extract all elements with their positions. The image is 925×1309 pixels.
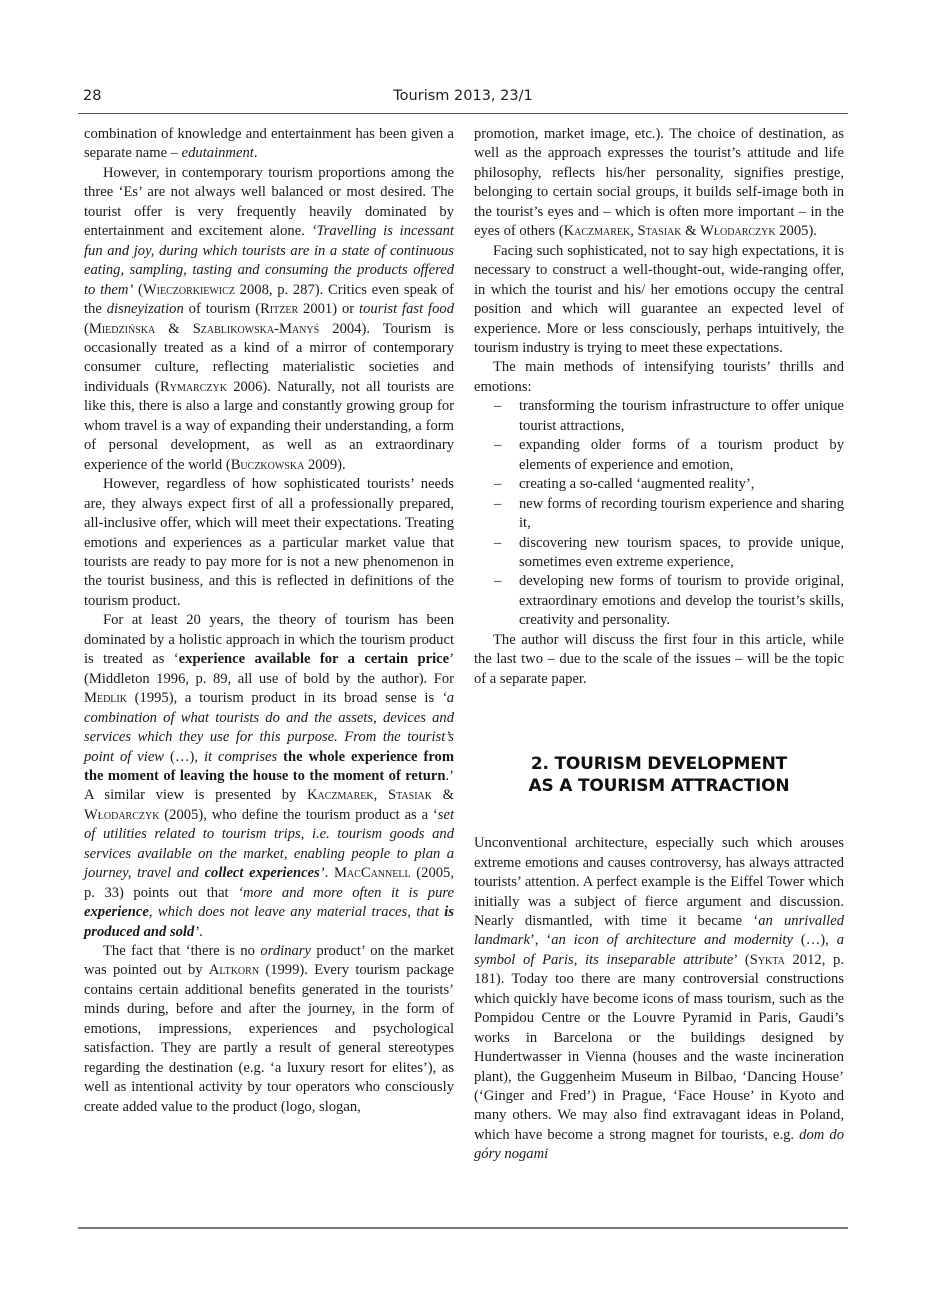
author-citation: Stasiak — [387, 787, 432, 804]
text-run: ’ — [194, 923, 200, 940]
text-run: .’ A similar view is presented by — [84, 767, 454, 804]
text-run: For at least 20 years, the theory of tourism has been dominated by a holistic approach in which the tourism product is treated as ‘ — [84, 612, 454, 668]
dash-bullet-icon: – — [494, 495, 502, 512]
text-run: 2006). Naturally, not all tourists are like this, there is also a large and constantly growing group for whom travel is a way of expanding their understanding, a form of personal development, as well as an extraordinary experience of the world ( — [84, 378, 454, 473]
paragraph — [474, 631, 844, 689]
text-run: it comprises — [203, 748, 278, 765]
text-run: (1995), a tourism product in its broad sense is — [126, 690, 442, 707]
author-citation: Altkorn — [208, 962, 260, 979]
author-citation: MacCannell — [333, 865, 411, 882]
text-run: experience — [84, 904, 149, 921]
text-run: (…), — [792, 932, 837, 949]
text-run: an icon of architecture and modernity — [551, 932, 793, 949]
list-item-text: new forms of recording tourism experience and sharing it, — [519, 495, 844, 532]
author-citation: Miedzińska — [88, 320, 156, 337]
list-item-text: developing new forms of tourism to provide original, extraordinary emotions and develop the tourist’s skills, creativity and personality. — [519, 573, 844, 629]
text-run: a symbol of Paris, its inseparable attribute — [474, 932, 844, 968]
dash-bullet-icon: – — [494, 398, 502, 415]
list-item — [474, 572, 844, 630]
text-run: product’ on the market was pointed out by — [84, 943, 455, 979]
paragraph — [474, 125, 844, 242]
text-run: collect experiences — [204, 865, 320, 882]
left-column — [84, 125, 454, 1117]
paragraph — [474, 358, 844, 397]
text-run: & — [431, 787, 455, 804]
list-item-text: transforming the tourism infrastructure to offer unique tourist attractions, — [519, 398, 844, 434]
author-citation: Ritzer — [260, 301, 299, 318]
text-run: edutainment — [181, 145, 254, 162]
text-run: The author will discuss the first four in this article, while the last two – due to the scale of the issues – will be the topic of a separate paper. — [474, 631, 844, 687]
author-citation: Włodarczyk — [700, 223, 776, 240]
text-run: the whole experience from the moment of leaving the house to the moment of return — [84, 748, 454, 784]
author-citation: Kaczmarek — [563, 223, 631, 240]
author-citation: Buczkowska — [230, 456, 305, 473]
author-citation: Szablikowska-Manyś — [192, 320, 320, 337]
text-run: 2001) or — [298, 301, 360, 318]
text-run: ‘Travelling is incessant fun and joy, during which tourists are in a state of continuous eating, sampling, tasting and consuming the products offered to them’ — [84, 223, 454, 298]
author-citation: Sykta — [749, 951, 785, 968]
text-run: combination of knowledge and entertainment has been given a separate name – — [84, 126, 454, 162]
header-rule — [78, 113, 848, 114]
text-run: dom do góry nogami — [474, 1126, 844, 1163]
text-run: ‘a combination of what tourists do and the assets, devices and services which they use for this purpose. From the tourist’s point of view — [84, 690, 454, 765]
text-run: experience available for a certain price — [178, 651, 450, 668]
text-run: , which does not leave any material traces, that — [148, 904, 445, 921]
page-number: 28 — [83, 88, 102, 104]
text-run: promotion, market image, etc.). The choice of destination, as well as the approach expresses the tourist’s attitude and life philosophy, reflects his/her personality, signifies prestige, belonging to certain social groups, it builds self-image both in the tourist’s eyes and – which is often more important – in the eyes of others ( — [474, 126, 844, 240]
author-citation: Rymarczyk — [159, 378, 227, 395]
text-run: However, in contemporary tourism proportions among the three ‘Es’ are not always well balanced or most desired. The tourist offer is very frequently heavily dominated by entertainment and excitement alone. — [84, 164, 454, 240]
text-run: (…), — [164, 748, 204, 765]
text-run: Unconventional architecture, especially such which arouses extreme emotions and causes controversy, has always attracted tourists’ attention. A perfect example is the Eiffel Tower which initially was a subject of fierce argument and discussion. Nearly dismantled, with time it became ‘ — [474, 835, 844, 929]
text-run: & — [681, 223, 701, 240]
list-item-text: expanding older forms of a tourism product by elements of experience and emotion, — [519, 437, 844, 473]
paragraph — [474, 242, 844, 359]
text-run: . — [199, 923, 203, 940]
dash-bullet-icon: – — [494, 573, 502, 590]
section-heading — [474, 753, 844, 797]
section-body — [474, 834, 844, 1165]
list-item-text: discovering new tourism spaces, to provide unique, sometimes even extreme experience, — [519, 534, 844, 570]
dash-bullet-icon: – — [494, 437, 502, 454]
list-item — [474, 495, 844, 534]
dash-bullet-icon: – — [494, 476, 502, 493]
running-header — [78, 84, 848, 112]
text-run: ( — [84, 320, 89, 337]
list-item — [474, 436, 844, 475]
list-item — [474, 534, 844, 573]
author-citation: Wieczorkiewicz — [142, 281, 235, 298]
paragraph — [84, 942, 454, 1117]
text-run: However, regardless of how sophisticated tourists’ needs are, they always expect first of all a professionally prepared, all-inclusive offer, which will meet their expectations. Treating emotions and experiences as a particular market value that tourists are ready to pay more for is not a new phenomenon in the tourist business, and this is reflected in definitions of the tourism product. — [84, 476, 454, 609]
text-run: (1999). Every tourism package contains certain additional benefits generated in the tourists’ minds during, before and after the journey, in the form of emotions, impressions, experiences and psychological satisfaction. They are partly a result of general stereotypes regarding the destination (e.g. ‘a luxury resort for elites’), as well as intentional activity by tour operators who consciously create added value to the product (logo, slogan, — [84, 962, 455, 1115]
paragraph — [84, 164, 454, 475]
text-run: ( — [133, 281, 143, 298]
text-run: 2004). Tourism is occasionally treated as a kind of a mirror of contemporary consumer culture, reflecting materialistic societies and individuals ( — [84, 320, 455, 395]
text-run: ’ ( — [733, 951, 750, 968]
author-citation: Stasiak — [637, 223, 682, 240]
paragraph — [84, 611, 454, 942]
text-run: , — [373, 787, 388, 804]
text-run: , — [630, 223, 638, 240]
text-run: is produced and sold — [84, 904, 454, 940]
text-run: (2005, p. 33) points out that — [84, 865, 454, 901]
text-run: 2005). — [775, 223, 817, 240]
text-run: set of utilities related to tourism trips, i.e. tourism goods and services available on the market, enabling people to plan a journey, travel and — [84, 806, 454, 882]
text-run: 2012, p. 181). Today too there are many controversial constructions which quickly have become icons of mass tourism, such as the Pompidou Centre or the Louvre Pyramid in Paris, Gaudi’s works in Barcelona or the buildings designed by Hundertwasser in Vienna (houses and the waste incineration plant), the Guggenheim Museum in Bilbao, ‘Dancing House’ (‘Ginger and Fred’) in Prague, ‘Face House’ in Kyoto and many others. We may also find extravagant ideas in Poland, which have become a strong magnet for tourists, e.g. — [474, 951, 844, 1143]
dash-bullet-icon: – — [494, 534, 502, 551]
text-run: an unrivalled landmark — [474, 912, 844, 949]
left-column-body — [84, 125, 454, 1117]
text-run: The main methods of intensifying tourists’ thrills and emotions: — [474, 359, 844, 395]
section-heading-line-1: 2. TOURISM DEVELOPMENT — [530, 754, 788, 775]
text-run: (2005), who define the tourism product as a ‘ — [159, 806, 438, 823]
list-item — [474, 397, 844, 436]
text-run: tourist fast food — [359, 301, 454, 318]
text-run: disneyization — [106, 301, 184, 318]
methods-list — [474, 397, 844, 630]
text-run: ’ — [319, 865, 325, 882]
text-run: 2009). — [304, 456, 346, 473]
text-run: ’ (Middleton 1996, p. 89, all use of bold by the author). For — [84, 651, 454, 687]
text-run: 2008, p. 287). Critics even speak of the — [84, 281, 454, 318]
list-item-text: creating a so-called ‘augmented reality’, — [519, 476, 755, 493]
author-citation: Kaczmarek — [306, 787, 374, 804]
text-run: & — [155, 320, 193, 337]
author-citation: Medlik — [84, 690, 127, 707]
text-run: The fact that ‘there is no — [103, 943, 261, 960]
paragraph — [84, 475, 454, 611]
text-run: ordinary — [260, 943, 311, 960]
right-column — [474, 125, 844, 1165]
text-run: ‘more and more often it is pure — [238, 884, 454, 901]
text-run: . — [324, 865, 334, 882]
right-column-conclusion — [474, 631, 844, 689]
right-column-intro — [474, 125, 844, 397]
journal-citation: Tourism 2013, 23/1 — [393, 88, 533, 104]
paragraph — [474, 834, 844, 1165]
text-run: of tourism ( — [183, 301, 261, 318]
section-heading-line-2: AS A TOURISM ATTRACTION — [528, 776, 790, 797]
list-item — [474, 475, 844, 494]
text-run: Facing such sophisticated, not to say high expectations, it is necessary to construct a well-thought-out, wide-ranging offer, in which the tourist and his/ her emotions occupy the central position and which will guarantee an expected level of experience. More or less consciously, perhaps intuitively, the tourism industry is trying to meet these expectations. — [474, 242, 844, 356]
paragraph — [84, 125, 454, 164]
text-run: . — [253, 145, 258, 162]
footer-rule — [78, 1227, 848, 1229]
author-citation: Włodarczyk — [84, 806, 160, 823]
text-run: ’, ‘ — [529, 932, 552, 949]
